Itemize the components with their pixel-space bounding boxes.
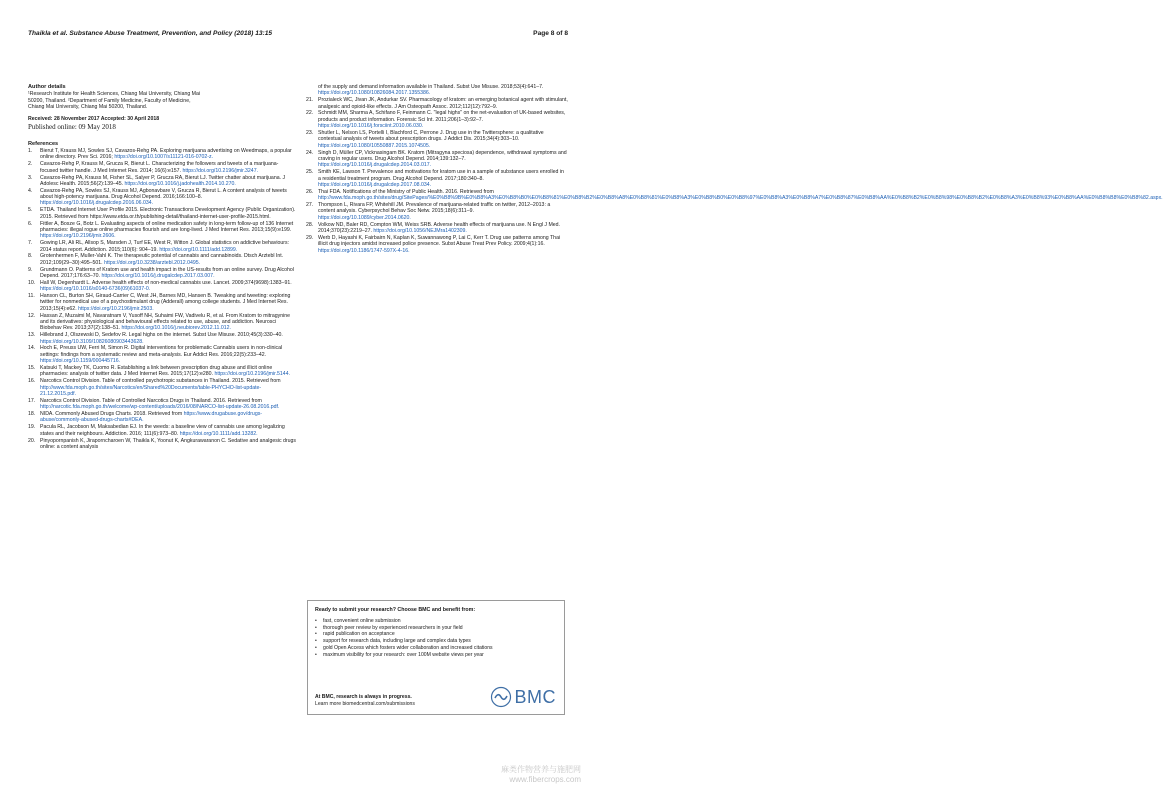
reference-link[interactable]: http://narcotic.fda.moph.go.th/welcome/wp-content/uploads/2016/08/NARCO-list-update-26.08.2016.pdf.	[40, 404, 280, 411]
reference-link[interactable]: https://doi.org/10.1111/add.12899.	[159, 246, 238, 253]
reference-number: 1.	[28, 148, 33, 155]
reference-body: NIDA. Commonly Abused Drugs Charts. 2018. Retrieved from	[40, 411, 183, 418]
reference-body: Thai FDA. Notifications of the Ministry of Public Health. 2016. Retrieved from	[318, 188, 494, 195]
reference-body: Hall W, Degenhardt L. Adverse health effects of non-medical cannabis use. Lancet. 2009;374(9698):1383–91.	[40, 279, 292, 286]
reference-body: Gowing LR, Ali RL, Allsop S, Marsden J, Turf EE, West R, Witton J. Global statistics on addictive behaviours: 2014 status report. Addiction. 2015;110(6): 904–19.	[40, 240, 290, 253]
reference-item	[306, 84, 568, 97]
reference-body: Grundmann O. Patterns of Kratom use and health impact in the US-results from an online survey. Drug Alcohol Depend. 2017;176:63–70.	[40, 266, 294, 279]
running-header	[28, 30, 568, 37]
reference-link[interactable]: https://doi.org/10.1089/cyber.2014.0620.	[318, 214, 411, 221]
reference-number: 4.	[28, 187, 33, 194]
reference-text	[40, 148, 296, 161]
reference-number	[306, 84, 318, 97]
reference-text	[40, 438, 296, 451]
bmc-benefit-item	[315, 652, 557, 659]
bullet-icon: •	[315, 644, 317, 651]
reference-body: Cavazos-Rehg P, Krauss M, Grucza R, Bierut L. Characterizing the followers and tweets of a marijuana-focused twitter handle. J Med Internet Res. 2014; 16(6):e157.	[40, 161, 279, 174]
reference-body: Katsuki T, Mackey TK, Cuomo R. Establishing a link between prescription drug abuse and illicit online pharmacies: analysis of twitter data. J Med Internet Res. 2015;17(12):e280.	[40, 365, 273, 378]
reference-link[interactable]: https://doi.org/10.1016/j.drugalcdep.2014.03.017.	[318, 162, 432, 169]
reference-item	[306, 235, 568, 254]
reference-text	[318, 169, 568, 188]
reference-item	[28, 398, 296, 411]
author-affiliation-line: Chiang Mai University, Chiang Mai 50200, Thailand.	[28, 104, 148, 111]
page-number: Page 8 of 8	[533, 30, 568, 37]
reference-number: 3.	[28, 174, 33, 181]
reference-body: Grotenhermen F, Muller-Vahl K. The therapeutic potential of cannabis and cannabinoids. Dtsch Arztebl Int. 2012;109(29–30):495–501.	[40, 253, 284, 266]
reference-item	[306, 169, 568, 188]
bmc-benefit-item	[315, 625, 557, 632]
reference-number: 14.	[28, 345, 36, 352]
reference-body: Prozialeck WC, Jivan JK, Andurkar SV. Pharmacology of kratom: an emerging botanical agent with stimulant, analgesic and opioid-like effects. J Am Osteopath Assoc. 2012;112(12):792–9.	[318, 97, 568, 110]
reference-item	[306, 222, 568, 235]
reference-text	[40, 345, 296, 364]
reference-body: Hassan Z, Muzaimi M, Navaratnam V, Yusoff NH, Suhaimi FW, Vadivelu R, et al. From Kratom to mitragynine and its derivatives: physiological and behavioural effects related to use, abuse, and addiction. Neurosci Biobehav Rev. 2013;37(2):138–51.	[40, 312, 291, 332]
reference-number: 22.	[306, 110, 314, 117]
watermark-line: 麻类作物营养与施肥网	[501, 765, 581, 774]
reference-item	[28, 424, 296, 437]
reference-text	[318, 202, 568, 221]
reference-text	[40, 332, 296, 345]
reference-link[interactable]: https://doi.org/10.1159/000445716.	[40, 358, 121, 365]
reference-body: Smith KE, Lawson T. Prevalence and motivations for kratom use in a sample of substance users enrolled in a residential treatment program. Drug Alcohol Depend. 2017;180:340–8.	[318, 169, 564, 182]
references-list-left	[28, 148, 296, 450]
reference-body: Werb D, Hayashi K, Fairbairn N, Kaplan K, Suwannawong P, Lai C, Kerr T. Drug use patterns among Thai illicit drug injectors amidst increased police presence. Subst Abuse Treat Prev Policy. 2009;4(1):16.	[318, 234, 561, 248]
reference-number: 11.	[28, 293, 35, 300]
reference-item	[28, 253, 296, 266]
bmc-benefit-text: maximum visibility for your research: over 100M website views per year	[323, 651, 484, 658]
reference-link[interactable]: https://doi.org/10.1016/s0140-6736(09)61037-0.	[40, 286, 151, 293]
reference-number: 24.	[306, 149, 314, 156]
reference-number: 10.	[28, 279, 36, 286]
site-watermark	[501, 765, 581, 785]
reference-item	[28, 411, 296, 424]
reference-body: Volkow ND, Baler RD, Compton WM, Weiss SRB. Adverse health effects of marijuana use. N Engl J Med. 2014;370(23):2219–27.	[318, 221, 560, 234]
reference-link[interactable]: https://doi.org/10.1056/NEJMra1402309.	[373, 227, 467, 234]
left-column	[28, 84, 296, 451]
bullet-icon: •	[315, 651, 317, 658]
reference-body: Cavazos-Rehg PA, Krauss M, Fisher SL, Salyer P, Grucza RA, Bierut LJ. Twitter chatter about marijuana. J Adolesc Health. 2015;56(2):139–45.	[40, 174, 286, 187]
reference-number: 5.	[28, 207, 33, 214]
reference-item	[28, 175, 296, 188]
bmc-logo-icon	[490, 686, 512, 708]
reference-text	[40, 293, 296, 312]
reference-item	[306, 202, 568, 221]
reference-link[interactable]: https://doi.org/10.2196/jmir.3247.	[182, 167, 259, 174]
reference-text	[40, 175, 296, 188]
reference-link[interactable]: https://doi.org/10.3238/arztebl.2012.0495.	[104, 259, 201, 266]
reference-link[interactable]: https://doi.org/10.1016/j.drugalcdep.2017.08.034.	[318, 181, 432, 188]
reference-text	[40, 188, 296, 207]
reference-item	[28, 438, 296, 451]
reference-text	[40, 378, 296, 397]
reference-link[interactable]: https://doi.org/10.1007/s11121-016-0702-z.	[114, 154, 214, 161]
reference-link[interactable]: https://doi.org/10.2196/jmir.2503.	[78, 305, 154, 312]
reference-number: 8.	[28, 253, 33, 260]
reference-item	[28, 148, 296, 161]
reference-body: Pacula RL, Jacobson M, Maksabedian EJ. In the weeds: a baseline view of cannabis use among legalizing states and their neighbours. Addiction. 2016; 111(6):973–80.	[40, 424, 285, 437]
reference-item	[306, 110, 568, 129]
reference-link[interactable]: https://doi.org/10.3109/10826080903443628.	[40, 338, 144, 345]
reference-text	[318, 110, 568, 129]
reference-body: Cavazos-Rehg PA, Sowles SJ, Krauss MJ, Agbonavbare V, Grucza R, Bierut L. A content analysis of tweets about high-potency marijuana. Drug Alcohol Depend. 2016;166:100–8.	[40, 187, 287, 201]
reference-text	[40, 253, 296, 266]
reference-text	[318, 130, 568, 149]
reference-link[interactable]: https://doi.org/10.1080/10550887.2015.1074505.	[318, 142, 431, 149]
reference-link[interactable]: https://doi.org/10.1016/j.neubiorev.2012.11.012.	[121, 325, 231, 332]
reference-body: Pinyopornpanish K, Jiraporncharoen W, Thaikla K, Yoonut K, Angkurawaranon C. Sedative and analgesic drugs online: a content analysis	[40, 437, 296, 450]
author-affiliation-line: 50200, Thailand. ²Department of Family Medicine, Faculty of Medicine,	[28, 97, 191, 104]
bullet-icon: •	[315, 617, 317, 624]
reference-item	[306, 97, 568, 110]
bullet-icon: •	[315, 631, 317, 638]
reference-item	[28, 221, 296, 240]
bmc-benefit-list	[315, 618, 557, 659]
bmc-benefit-item	[315, 618, 557, 625]
reference-link[interactable]: http://www.fda.moph.go.th/sites/drug/SitePages/%E0%B8%9B%E0%B8%A3%E0%B8%B0%E0%B8%81%E0%B8%B2%E0%B8%A8%E0%B8%81%E0%B8%A3%E0%B8%B0%E0%B8%97%E0%B8%A3%E0%B8%A7%E0%B8%87%E0%B8%AA%E0%B8%B2%E0%B8%98%E0%B8%B2%E0%B8%A3%E0%B8%93%E0%B8%AA%E0%B8%B8%E0%B8%82.aspx.	[318, 195, 1163, 202]
bmc-promo-title: Ready to submit your research? Choose BMC and benefit from:	[315, 607, 476, 613]
reference-item	[28, 188, 296, 207]
reference-item	[28, 207, 296, 220]
received-accepted-dates: Received: 28 November 2017 Accepted: 30 April 2018	[28, 116, 160, 123]
reference-number: 21.	[306, 97, 314, 104]
bmc-promo-box	[307, 600, 565, 715]
author-affiliation-line: ¹Research Institute for Health Sciences, Chiang Mai University, Chiang Mai	[28, 91, 201, 98]
reference-item	[28, 240, 296, 253]
reference-body: Shutler L, Nelson LS, Portelli I, Blachford C, Perrone J. Drug use in the Twittersphere: a qualitative contextual analysis of tweets about prescription drugs. J Addict Dis. 2015;34(4):303–10.	[318, 130, 544, 143]
bmc-logo-text: BMC	[514, 686, 556, 707]
reference-link[interactable]: https://doi.org/10.1186/1747-597X-4-16.	[318, 247, 410, 254]
reference-link[interactable]: https://doi.org/10.1080/10826084.2017.1355386.	[318, 90, 431, 97]
reference-item	[28, 161, 296, 174]
reference-text	[40, 424, 296, 437]
reference-text	[40, 365, 296, 378]
reference-body: Singh D, Müller CP, Vicknasingam BK. Kratom (Mitragyna speciosa) dependence, withdrawal symptoms and craving in regular users. Drug Alcohol Depend. 2014;139:132–7.	[318, 149, 567, 162]
bullet-icon: •	[315, 624, 317, 631]
reference-item	[28, 345, 296, 364]
reference-body: Narcotics Control Division. Table of controlled psychotropic substances in Thailand. 2015. Retrieved from	[40, 378, 281, 385]
reference-number: 19.	[28, 424, 36, 431]
reference-item	[306, 150, 568, 169]
reference-item	[28, 332, 296, 345]
author-details-title: Author details	[28, 84, 66, 90]
bmc-benefit-text: support for research data, including large and complex data types	[323, 638, 471, 645]
reference-number: 7.	[28, 240, 33, 247]
reference-number: 13.	[28, 332, 36, 339]
reference-text	[318, 235, 568, 254]
reference-text	[40, 267, 296, 280]
bmc-logo	[490, 686, 557, 708]
reference-number: 15.	[28, 365, 36, 372]
reference-number: 6.	[28, 220, 33, 227]
reference-body: Thompson L, Rivara FP, Whitehill JM. Prevalence of marijuana-related traffic on twitter, 2012–2013: a content analysis. Cyberpsychol Behav Soc Netw. 2015;18(6):311–9.	[318, 202, 551, 215]
bmc-tagline: At BMC, research is always in progress.	[315, 694, 412, 701]
published-online-date: Published online: 09 May 2018	[28, 122, 116, 131]
reference-item	[28, 280, 296, 293]
bmc-benefit-text: gold Open Access which fosters wider collaboration and increased citations	[323, 644, 493, 651]
reference-body: ETDA. Thailand Internet User Profile 2015. Electronic Transactions Development Agency (Public Organization). 2015. Retrieved from https://www.etda.or.th/publishing-detail/thailand-internet-user-profile-2015.html.	[40, 207, 296, 220]
reference-number: 28.	[306, 221, 314, 228]
bmc-benefit-item	[315, 638, 557, 645]
reference-number: 2.	[28, 161, 33, 168]
reference-item	[28, 267, 296, 280]
reference-number: 20.	[28, 437, 36, 444]
reference-link[interactable]: https://doi.org/10.1016/j.forsciint.2010.06.030.	[318, 123, 424, 130]
reference-link[interactable]: https://doi.org/10.1016/j.jadohealth.2014.10.270.	[124, 180, 236, 187]
reference-number: 18.	[28, 411, 36, 418]
reference-text	[318, 97, 568, 110]
reference-link[interactable]: https://doi.org/10.1016/j.drugalcdep.2017.03.007.	[101, 272, 215, 279]
bmc-submission-link[interactable]: Learn more biomedcentral.com/submissions	[315, 701, 415, 708]
reference-body: Fittler A, Bosze G, Botz L. Evaluating aspects of online medication safety in long-term follow-up of 136 Internet pharmacies: illegal rogue online pharmacies flourish and are long-lived. J Med Internet Res. 2013;15(9):e199.	[40, 220, 294, 233]
references-list-right	[306, 84, 1163, 254]
reference-item	[306, 130, 568, 149]
reference-body: Bierut T, Krauss MJ, Sowles SJ, Cavazos-Rehg PA. Exploring marijuana advertising on Weedmaps, a popular online directory. Prev Sci. 2016;	[40, 148, 292, 161]
reference-number: 12.	[28, 312, 36, 319]
journal-citation: Thaikla et al. Substance Abuse Treatment, Prevention, and Policy (2018) 13:15	[28, 30, 273, 37]
reference-text	[40, 207, 296, 220]
reference-body: Hillebrand J, Olszewski D, Sedefov R. Legal highs on the internet. Subst Use Misuse. 2010;45(3):330–40.	[40, 332, 283, 339]
reference-link[interactable]: https://doi.org/10.2196/jmir.2606.	[40, 233, 116, 240]
bmc-benefit-item	[315, 631, 557, 638]
reference-body: Narcotics Control Division. Table of Controlled Narcotics Drugs in Thailand. 2016. Retrieved from	[40, 397, 262, 404]
reference-number: 9.	[28, 266, 33, 273]
reference-number: 26.	[306, 188, 314, 195]
right-column	[306, 84, 1163, 254]
reference-number: 27.	[306, 202, 314, 209]
watermark-line: www.fibercrops.com	[509, 775, 581, 784]
reference-item	[28, 378, 296, 397]
reference-body: Schmidt MM, Sharma A, Schifano F, Feinmann C. "legal highs" on the net-evaluation of UK-based websites, products and product information. Forensic Sci Int. 2011;206(1–3):92–7.	[318, 110, 566, 123]
reference-link[interactable]: http://www.fda.moph.go.th/sites/Narcotics/en/Shared%20Documents/table-PHYCHO-list-update-21.12.2015.pdf.	[40, 384, 262, 397]
reference-text	[40, 221, 296, 240]
reference-text	[318, 189, 1163, 202]
reference-text	[40, 161, 296, 174]
reference-link[interactable]: https://doi.org/10.1016/j.drugalcdep.2016.06.034.	[40, 200, 154, 207]
reference-text	[40, 280, 296, 293]
reference-body: Hoch E, Preuss UW, Ferri M, Simon R. Digital interventions for problematic Cannabis users in non-clinical settings: findings from a systematic review and meta-analysis. Eur Addict Res. 2016;22(5):233–42.	[40, 345, 283, 358]
reference-item	[28, 293, 296, 312]
reference-body: Hanson CL, Burton SH, Giraud-Carrier C, West JH, Barnes MD, Hansen B. Tweaking and tweeting: exploring twitter for nonmedical use of a psychostimulant drug (Adderall) among college students. J Med Internet Res. 2013;15(4):e62.	[40, 293, 291, 312]
reference-item	[306, 188, 1163, 202]
reference-link[interactable]: https://doi.org/10.2196/jmir.5144.	[214, 371, 291, 378]
reference-text	[40, 398, 296, 411]
reference-text	[40, 240, 296, 253]
reference-number: 29.	[306, 234, 314, 241]
reference-body: of the supply and demand information available in Thailand. Subst Use Misuse. 2018;53(4):641–7.	[318, 84, 544, 90]
reference-number: 17.	[28, 397, 36, 404]
reference-text	[318, 84, 568, 97]
reference-number: 23.	[306, 130, 314, 137]
bmc-benefit-text: rapid publication on acceptance	[323, 631, 395, 638]
bullet-icon: •	[315, 638, 317, 645]
bmc-benefit-text: thorough peer review by experienced researchers in your field	[323, 624, 463, 631]
reference-item	[28, 313, 296, 332]
bmc-benefit-item	[315, 645, 557, 652]
references-title: References	[28, 140, 59, 147]
reference-number: 25.	[306, 169, 314, 176]
reference-text	[40, 313, 296, 332]
reference-number: 16.	[28, 378, 36, 385]
reference-text	[318, 150, 568, 169]
reference-text	[40, 411, 296, 424]
reference-link[interactable]: https://www.drugabuse.gov/drugs-abuse/commonly-abused-drugs-charts#DEA.	[40, 411, 263, 424]
reference-item	[28, 365, 296, 378]
reference-link[interactable]: https://doi.org/10.1111/add.13282.	[179, 430, 258, 437]
bmc-benefit-text: fast, convenient online submission	[323, 617, 401, 624]
reference-text	[318, 222, 568, 235]
bmc-footer	[315, 694, 475, 708]
